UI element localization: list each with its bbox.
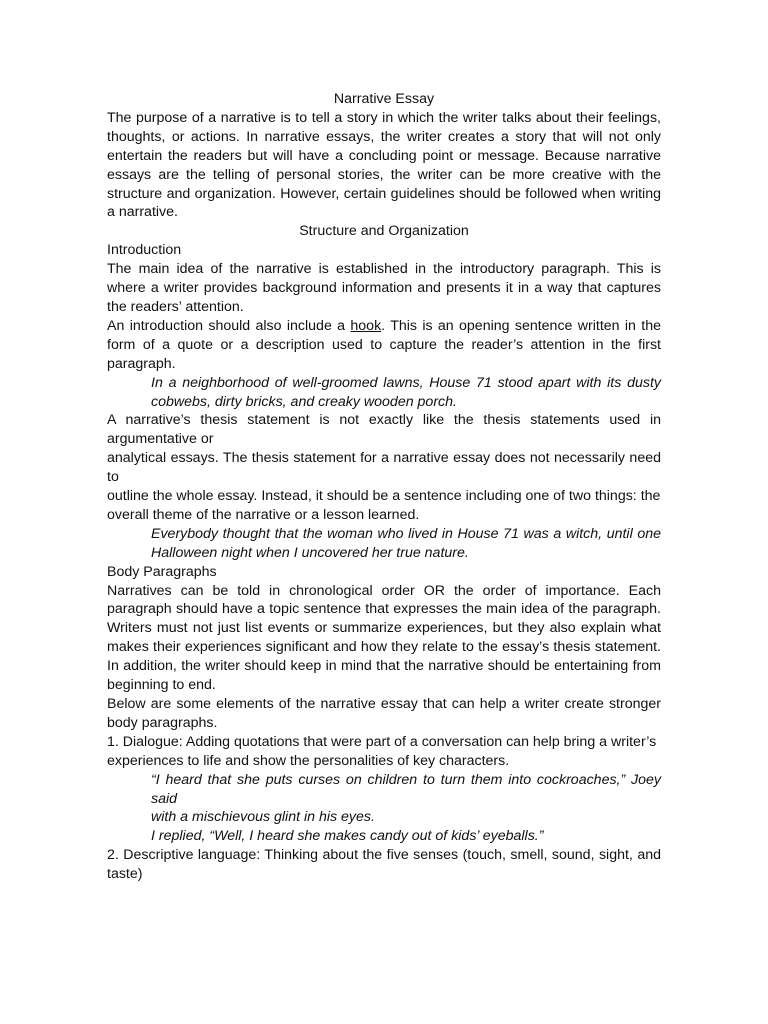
dialogue-quote-2: with a mischievous glint in his eyes. — [151, 809, 375, 826]
body-paragraphs-heading: Body Paragraphs — [107, 563, 217, 580]
introduction-paragraph: The main idea of the narrative is established in the introductory paragraph. This is where a writer provides background information and presents it in a way that captures the readers’ attention. — [107, 261, 661, 315]
hook-term: hook — [350, 317, 382, 334]
thesis-line-1: A narrative’s thesis statement is not exactly like the thesis statements used in argumentative or — [107, 412, 661, 448]
hook-text-before: An introduction should also include a — [107, 317, 351, 334]
dialogue-quote-3: I replied, “Well, I heard she makes candy out of kids’ eyeballs.” — [151, 828, 544, 845]
document-title: Narrative Essay — [333, 91, 435, 107]
thesis-line-3: outline the whole essay. Instead, it should be a sentence including one of two things: the — [107, 488, 661, 505]
thesis-line-2: analytical essays. The thesis statement for a narrative essay does not necessarily need to — [107, 450, 661, 486]
dialogue-line-1: 1. Dialogue: Adding quotations that were part of a conversation can help bring a writer’s — [107, 733, 657, 750]
hook-paragraph — [107, 317, 661, 374]
thesis-line-4: overall theme of the narrative or a lesson learned. — [107, 506, 420, 523]
descriptive-language-line: 2. Descriptive language: Thinking about the five senses (touch, smell, sound, sight, and taste) — [107, 847, 661, 883]
dialogue-quote-1: “I heard that she puts curses on children to turn them into cockroaches,” Joey said — [151, 771, 661, 807]
thesis-example-quote: Everybody thought that the woman who lived in House 71 was a witch, until one Halloween night when I uncovered her true nature. — [151, 525, 661, 561]
body-paragraph-1: Narratives can be told in chronological order OR the order of importance. Each paragraph should have a topic sentence that expresses the main idea of the paragraph. Writers must not just list events or summarize experiences, but they also explain what makes their experiences significant and how they relate to the essay’s thesis statement. In addition, the writer should keep in mind that the narrative should be entertaining from beginning to end. — [107, 582, 661, 694]
dialogue-line-2: experiences to life and show the personalities of key characters. — [107, 752, 510, 769]
body-paragraph-2: Below are some elements of the narrative essay that can help a writer create stronger body paragraphs. — [107, 696, 661, 731]
intro-paragraph: The purpose of a narrative is to tell a story in which the writer talks about their feelings, thoughts, or actions. In narrative essays, the writer creates a story that will not only entertain the readers but will have a concluding point or message. Because narrative essays are the telling of personal stories, the writer can be more creative with the structure and organization. However, certain guidelines should be followed when writing a narrative. — [107, 109, 661, 221]
section-title: Structure and Organization — [299, 223, 469, 240]
hook-text-after: . This is an opening sentence written in the form of a quote or a description used to capture the reader’s attention in the first paragraph. — [107, 317, 661, 372]
hook-example-quote: In a neighborhood of well-groomed lawns, House 71 stood apart with its dusty cobwebs, dirty bricks, and creaky wooden porch. — [151, 374, 661, 410]
introduction-heading: Introduction — [107, 242, 182, 259]
